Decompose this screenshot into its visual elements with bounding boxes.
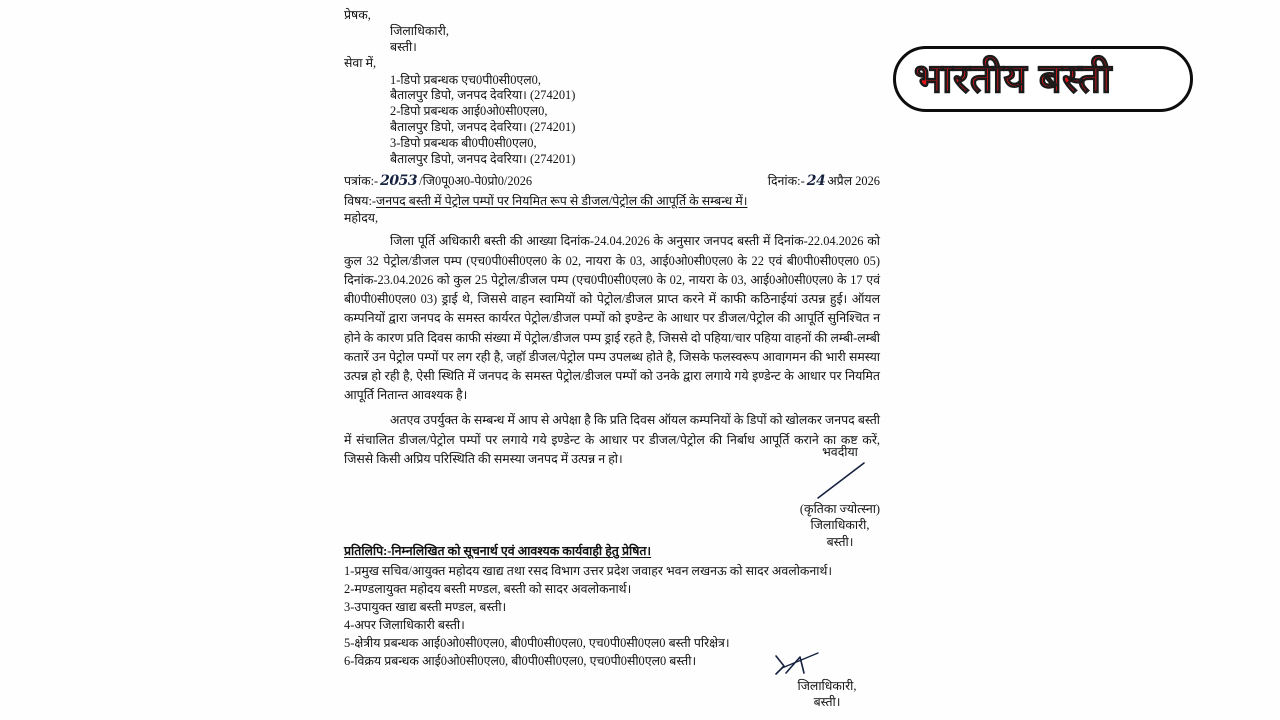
salutation: महोदय, <box>344 210 379 225</box>
reference-number <box>344 173 532 191</box>
bottom-handwritten-signature-mark <box>752 652 902 678</box>
date-handwritten-day: 24 <box>806 172 826 189</box>
subject-label: विषय:- <box>344 193 377 208</box>
recipient-3-line-2: बैतालपुर डिपो, जनपद देवरिया। (274201) <box>390 151 576 166</box>
copy-to-item-5: 5-क्षेत्रीय प्रबन्धक आई0ओ0सी0एल0, बी0पी0सी0एल0, एच0पी0सी0एल0 बस्ती परिक्षेत्र। <box>344 635 730 650</box>
copy-to-heading: प्रतिलिपि:-निम्नलिखित को सूचनार्थ एवं आवश्यक कार्यवाही हेतु प्रेषित। <box>344 544 652 558</box>
recipient-2-line-1: 2-डिपो प्रबन्धक आई0ओ0सी0एल0, <box>390 104 548 119</box>
letter-body <box>344 8 880 469</box>
signatory-designation: जिलाधिकारी, <box>810 518 870 533</box>
recipient-3-line-1: 3-डिपो प्रबन्धक बी0पी0सी0एल0, <box>390 136 537 150</box>
reference-suffix: /जि0पू0अ0-पे0प्रो0/2026 <box>419 173 533 188</box>
subject-line <box>344 194 880 210</box>
bottom-signature-designation: जिलाधिकारी, <box>797 679 857 693</box>
brand-watermark-text: भारतीय बस्ती <box>914 57 1112 101</box>
recipient-list <box>344 73 880 168</box>
body-paragraph-2: अतएव उपर्युक्त के सम्बन्ध में आप से अपेक्षा है कि प्रति दिवस ऑयल कम्पनियों के डिपों को खोलकर जनपद बस्ती में संचालित डीजल/पेट्रोल पम्पों पर लगाये गये इण्डेन्ट के आधार पर डीजल/पेट्रोल की निर्बाध आपूर्ति कराने का कष्ट करें, जिससे किसी अप्रिय परिस्थिति की समस्या जनपद में उत्पन्न न हो। <box>344 413 880 466</box>
reference-label: पत्रांक:- <box>344 173 379 188</box>
from-line-1: जिलाधिकारी, <box>390 23 449 38</box>
copy-to-item-2: 2-मण्डलायुक्त महोदय बस्ती मण्डल, बस्ती को सादर अवलोकनार्थ। <box>344 581 632 596</box>
recipient-1-line-2: बैतालपुर डिपो, जनपद देवरिया। (274201) <box>390 88 576 103</box>
bottom-signature-place: बस्ती। <box>813 695 841 710</box>
copy-to-item-4: 4-अपर जिलाधिकारी बस्ती। <box>344 617 465 632</box>
copy-to-item-3: 3-उपायुक्त खाद्य बस्ती मण्डल, बस्ती। <box>344 599 507 614</box>
signature-block <box>760 444 920 551</box>
letter-date <box>768 173 880 191</box>
signatory-place: बस्ती। <box>826 535 854 550</box>
body-paragraph-1: जिला पूर्ति अधिकारी बस्ती की आख्या दिनांक-24.04.2026 के अनुसार जनपद बस्ती में दिनांक-22.04.2026 को कुल 32 पेट्रोल/डीजल पम्प (एच0पी0सी0एल0 के 02, नायरा के 03, आई0ओ0सी0एल0 के 22 एवं बी0पी0सी0एल0 05) दिनांक-23.04.2026 को कुल 25 पेट्रोल/डीजल पम्प (एच0पी0सी0एल0 के 02, नायरा के 03, आई0ओ0सी0एल0 के 17 एवं बी0पी0सी0एल0 03) ड्राई थे, जिससे वाहन स्वामियों को पेट्रोल/डीजल प्राप्त करने में काफी कठिनाईयां उत्पन्न हुई। ऑयल कम्पनियों द्वारा जनपद के समस्त कार्यरत पेट्रोल/डीजल पम्पों को इण्डेन्ट के आधार पर डीजल/पेट्रोल की आपूर्ति सुनिश्चित न होने के कारण प्रति दिवस काफी संख्या में पेट्रोल/डीजल पम्प ड्राई रहते है, जिससे दो पहिया/चार पहिया वाहनों की लम्बी-लम्बी कतारें उन पेट्रोल पम्पों पर लग रही है, जहॉ डीजल/पेट्रोल पम्प उपलब्ध होते है, जिसके फलस्वरूप आवागमन की भारी समस्या उत्पन्न हो रही है, ऐसी स्थिति में जनपद के समस्त पेट्रोल/डीजल पम्पों को उनके द्वारा लगाये गये इण्डेन्ट के आधार पर नियमित आपूर्ति नितान्त आवश्यक है। <box>344 234 880 403</box>
signatory-name: (कृतिका ज्योत्स्ना) <box>799 501 881 516</box>
reference-handwritten-number: 2053 <box>380 172 418 189</box>
date-label: दिनांक:- <box>767 173 805 188</box>
from-line-2: बस्ती। <box>390 39 417 54</box>
subject-text: जनपद बस्ती में पेट्रोल पम्पों पर नियमित रूप से डीजल/पेट्रोल की आपूर्ति के सम्बन्ध में। <box>376 193 748 208</box>
bottom-signature-block <box>752 652 902 710</box>
date-month-year: अप्रैल 2026 <box>827 173 880 188</box>
copy-to-item-6: 6-विक्रय प्रबन्धक आई0ओ0सी0एल0, बी0पी0सी0एल0, एच0पी0सी0एल0 बस्ती। <box>344 653 697 668</box>
signature-closing: भवदीया <box>822 445 858 459</box>
recipient-1-line-1: 1-डिपो प्रबन्धक एच0पी0सी0एल0, <box>390 72 541 87</box>
recipient-2-line-2: बैतालपुर डिपो, जनपद देवरिया। (274201) <box>390 120 576 135</box>
to-label: सेवा में, <box>344 55 377 70</box>
from-label: प्रेषक, <box>344 8 371 22</box>
brand-watermark-badge <box>893 46 1193 112</box>
handwritten-signature-mark <box>760 461 920 501</box>
reference-date-row <box>344 173 880 191</box>
copy-to-item-1: 1-प्रमुख सचिव/आयुक्त महोदय खाद्य तथा रसद विभाग उत्तर प्रदेश जवाहर भवन लखनऊ को सादर अवलोकनार्थ। <box>344 563 833 578</box>
